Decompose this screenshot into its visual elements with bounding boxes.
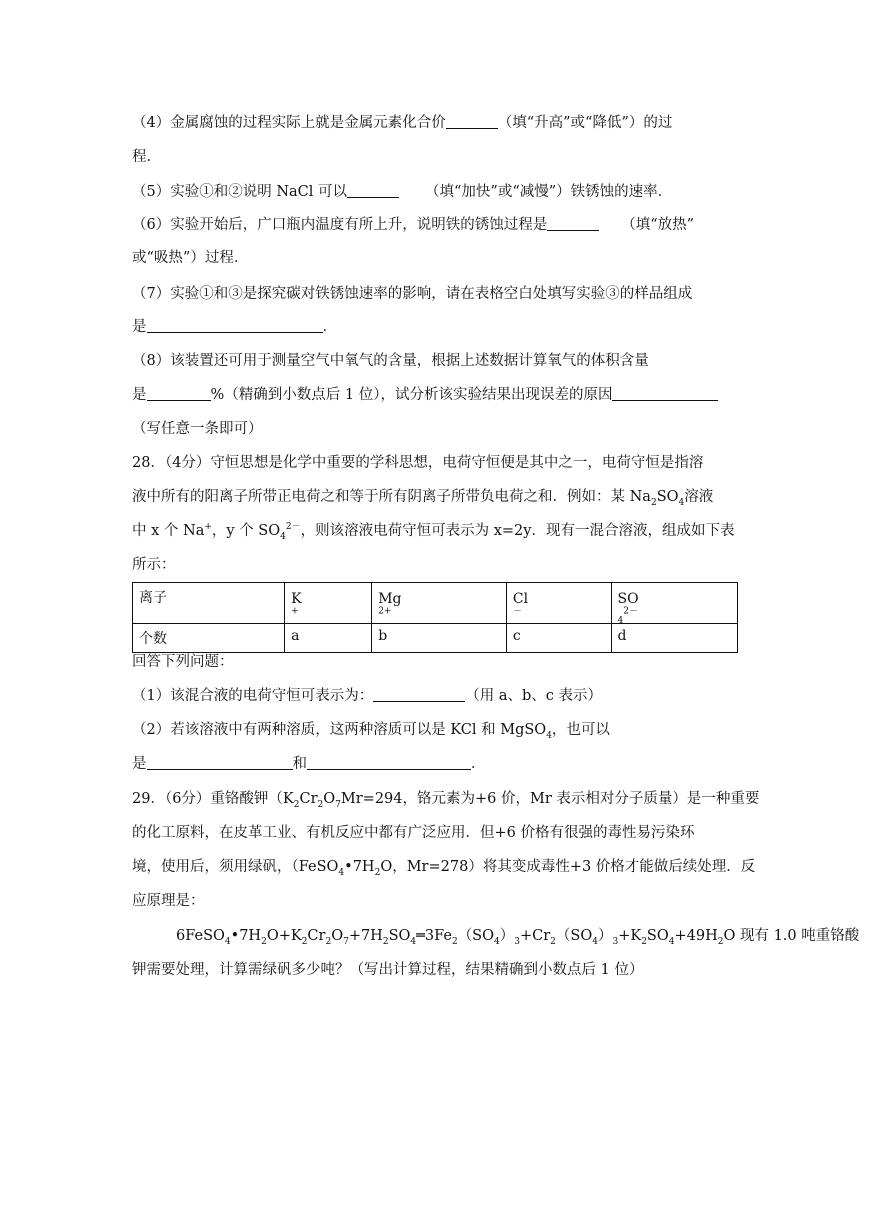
table-cell: Mg $^{2+}$ xyxy=(372,583,507,624)
q28-line-4: 所示： xyxy=(132,557,176,573)
table-cell: d xyxy=(611,624,737,653)
table-cell: b xyxy=(372,624,507,653)
answer-blank[interactable] xyxy=(547,216,599,231)
q28-line-3: 中 x 个 Na+，y 个 $SO_4^{2-}$，则该溶液电荷守恒可表示为 x=2y．现有一混合溶液，组成如下表 xyxy=(132,522,735,542)
q27-item-6: （6）实验开始后，广口瓶内温度有所上升，说明铁的锈蚀过程是 （填“放热” xyxy=(132,217,695,233)
q27-item-7: （7）实验①和③是探究碳对铁锈蚀速率的影响，请在表格空白处填写实验③的样品组成 xyxy=(132,286,693,302)
q27-item-5: （5）实验①和②说明 NaCl 可以 （填“加快”或“减慢”）铁锈蚀的速率． xyxy=(132,184,673,200)
answer-blank[interactable] xyxy=(373,687,465,702)
table-cell: c xyxy=(506,624,611,653)
q28-item-2: （2）若该溶液中有两种溶质，这两种溶质可以是 KCl 和 MgSO$_4$，也可以 xyxy=(132,722,610,741)
answer-blank[interactable] xyxy=(307,755,471,770)
answer-blank[interactable] xyxy=(147,755,293,770)
q27-item-8-note: （写任意一条即可） xyxy=(132,421,263,437)
reaction-equation: $6FeSO_4•7H_2O+K_2Cr_2O_7+7H_2SO_4═3Fe_2(SO_4)_3+Cr_2(SO_4)_3+K_2SO_4+49H_2O$ 现有 1.0 吨重铬酸 xyxy=(176,928,860,947)
answer-blank[interactable] xyxy=(347,183,399,198)
table-cell: a xyxy=(285,624,372,653)
table-cell: 个数 xyxy=(133,624,285,653)
q28-item-2-cont: 是 和 ． xyxy=(132,756,486,772)
q28-line-2: 液中所有的阳离子所带正电荷之和等于所有阴离子所带负电荷之和．例如：某 $Na_2SO_4$溶液 xyxy=(132,489,714,508)
q29-line-4: 应原理是： xyxy=(132,893,205,909)
table-cell: Cl － xyxy=(506,583,611,624)
q28-line-1: 28．（4分）守恒思想是化学中重要的学科思想，电荷守恒便是其中之一，电荷守恒是指溶 xyxy=(132,455,704,471)
answer-blank[interactable] xyxy=(147,318,323,333)
q29-line-2: 的化工原料，在皮革工业、有机反应中都有广泛应用．但+6 价格有很强的毒性易污染环 xyxy=(132,825,695,841)
table-row xyxy=(133,583,738,624)
q27-item-6-cont: 或“吸热”）过程． xyxy=(132,250,249,266)
q27-item-4: （4）金属腐蚀的过程实际上就是金属元素化合价 （填“升高”或“降低”）的过 xyxy=(132,115,673,131)
q27-item-4-cont: 程． xyxy=(132,149,161,165)
q29-line-3: 境，使用后，须用绿矾，（$FeSO_4•7H_2O$，Mr=278）将其变成毒性+3 价格才能做后续处理．反 xyxy=(132,859,756,878)
answer-blank[interactable] xyxy=(446,114,498,129)
q28-item-1: （1）该混合液的电荷守恒可表示为： （用 a、b、c 表示） xyxy=(132,688,602,704)
table-cell: 离子 xyxy=(133,583,285,624)
table-cell: SO $_4^{2-}$ xyxy=(611,583,737,624)
ion-count-table xyxy=(132,582,738,653)
answer-blank[interactable] xyxy=(612,386,718,401)
q29-line-6: 钾需要处理，计算需绿矾多少吨？（写出计算过程，结果精确到小数点后 1 位） xyxy=(132,962,644,978)
table-row xyxy=(133,624,738,653)
q27-item-8-cont: 是 %（精确到小数点后 1 位），试分析该实验结果出现误差的原因 xyxy=(132,385,718,405)
q27-item-7-cont: 是 ． xyxy=(132,319,337,335)
q27-item-8: （8）该装置还可用于测量空气中氧气的含量，根据上述数据计算氧气的体积含量 xyxy=(132,353,649,369)
table-cell: K + xyxy=(285,583,372,624)
answer-blank[interactable] xyxy=(147,386,211,401)
q29-line-1: 29．（6分）重铬酸钾（$K_2Cr_2O_7Mr=294$，铬元素为+6 价，Mr 表示相对分子质量）是一种重要 xyxy=(132,791,760,810)
q28-answer-intro: 回答下列问题： xyxy=(132,654,234,670)
